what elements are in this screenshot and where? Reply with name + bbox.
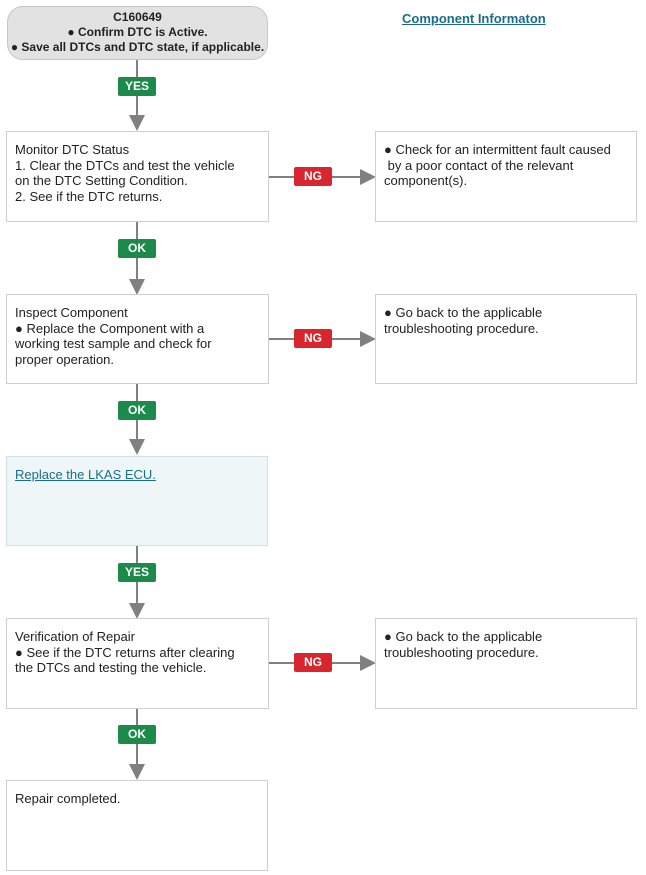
arrow-right-icon bbox=[360, 331, 376, 347]
arrow-down-icon bbox=[129, 439, 145, 455]
step-line: ● Replace the Component with a bbox=[15, 320, 205, 336]
arrow-down-icon bbox=[129, 279, 145, 295]
start-instruction-1: ● Confirm DTC is Active. bbox=[67, 25, 208, 39]
result-line: troubleshooting procedure. bbox=[384, 644, 539, 660]
arrow-right-icon bbox=[360, 169, 376, 185]
yes-badge: YES bbox=[118, 563, 156, 582]
arrow-down-icon bbox=[129, 603, 145, 619]
arrow-right-icon bbox=[360, 655, 376, 671]
go-back-box bbox=[375, 618, 637, 709]
dtc-code: C160649 bbox=[113, 10, 162, 24]
repair-completed-box bbox=[6, 780, 268, 871]
ok-badge: OK bbox=[118, 725, 156, 744]
result-line: ● Check for an intermittent fault caused bbox=[384, 142, 611, 157]
verification-of-repair-box bbox=[6, 618, 269, 709]
step-title: Inspect Component bbox=[15, 305, 128, 320]
start-box bbox=[7, 6, 268, 60]
step-line: 1. Clear the DTCs and test the vehicle bbox=[15, 157, 235, 173]
arrow-down-icon bbox=[129, 115, 145, 131]
step-line: ● See if the DTC returns after clearing bbox=[15, 644, 235, 660]
go-back-box bbox=[375, 294, 637, 384]
step-line: working test sample and check for bbox=[15, 336, 212, 351]
arrow-down-icon bbox=[129, 764, 145, 780]
step-line: on the DTC Setting Condition. bbox=[15, 173, 188, 188]
result-line: component(s). bbox=[384, 173, 468, 188]
step-title: Repair completed. bbox=[15, 791, 121, 806]
yes-badge: YES bbox=[118, 77, 156, 96]
result-line: troubleshooting procedure. bbox=[384, 320, 539, 336]
inspect-component-box bbox=[6, 294, 269, 384]
step-title: Monitor DTC Status bbox=[15, 142, 130, 157]
intermittent-fault-box bbox=[375, 131, 637, 222]
step-line: proper operation. bbox=[15, 351, 115, 367]
replace-lkas-ecu-link[interactable]: Replace the LKAS ECU. bbox=[15, 467, 156, 482]
monitor-dtc-status-box bbox=[6, 131, 269, 222]
ng-badge: NG bbox=[294, 653, 332, 672]
ok-badge: OK bbox=[118, 401, 156, 420]
ng-badge: NG bbox=[294, 329, 332, 348]
ok-badge: OK bbox=[118, 239, 156, 258]
step-line: the DTCs and testing the vehicle. bbox=[15, 660, 207, 675]
result-line: ● Go back to the applicable bbox=[384, 305, 543, 320]
step-line: 2. See if the DTC returns. bbox=[15, 188, 163, 204]
ng-badge: NG bbox=[294, 167, 332, 186]
step-title: Verification of Repair bbox=[15, 629, 135, 644]
component-information-link[interactable]: Component Informaton bbox=[402, 11, 546, 26]
replace-lkas-ecu-box bbox=[6, 456, 268, 546]
start-instruction-2: ● Save all DTCs and DTC state, if applicable. bbox=[10, 40, 265, 54]
result-line: by a poor contact of the relevant bbox=[384, 157, 574, 173]
result-line: ● Go back to the applicable bbox=[384, 629, 543, 644]
